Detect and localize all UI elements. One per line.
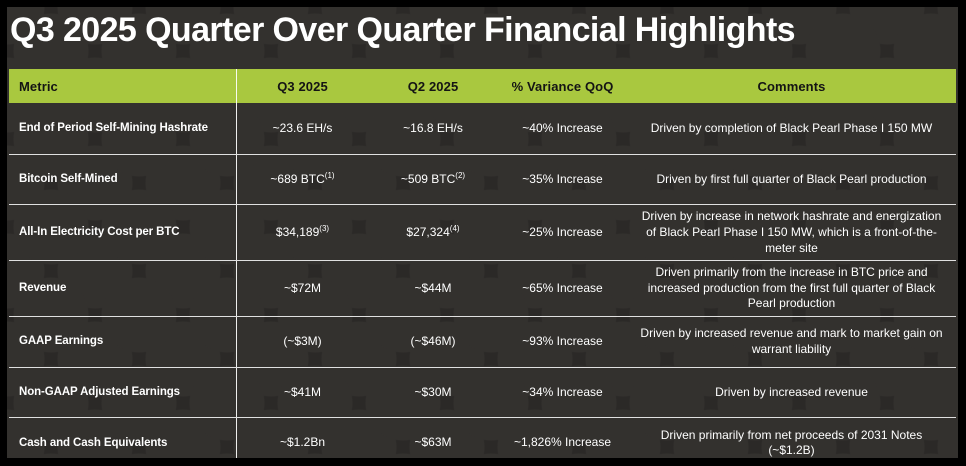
q3-value-cell: $34,189$^{(3)}$ xyxy=(275,223,330,239)
comments-cell: Driven by completion of Black Pearl Phase I 150 MW xyxy=(650,120,933,135)
column-header-metric: Metric xyxy=(9,69,237,103)
table-header-row xyxy=(9,69,956,103)
footnote-superscript: (1) xyxy=(324,170,335,180)
q2-value-cell: ~$63M xyxy=(414,435,452,450)
q2-value-cell: ~16.8 EH/s xyxy=(403,120,463,135)
variance-value-cell: ~65% Increase xyxy=(522,280,603,295)
metric-cell: Bitcoin Self-Mined xyxy=(9,155,237,205)
footnote-superscript: (2) xyxy=(455,170,466,180)
comments-cell: Driven primarily from the increase in BTC price and increased production from the first full quarter of Black Pearl production xyxy=(647,265,936,311)
variance-value-cell: ~35% Increase xyxy=(522,171,603,186)
variance-value-cell: ~25% Increase xyxy=(522,224,603,239)
table-row xyxy=(9,367,956,418)
column-header-q2-2025: Q2 2025 xyxy=(407,78,459,94)
table-row xyxy=(9,103,956,154)
variance-value-cell: ~93% Increase xyxy=(522,333,603,348)
footnote-superscript: (3) xyxy=(319,223,330,233)
q2-value-cell: (~$46M) xyxy=(410,333,456,348)
variance-value-cell: ~1,826% Increase xyxy=(513,435,612,450)
q3-value-cell: ~$41M xyxy=(283,384,322,399)
q3-value-cell: ~689 BTC$^{(1)}$ xyxy=(270,170,335,186)
metric-cell: All-In Electricity Cost per BTC xyxy=(9,205,237,260)
variance-value-cell: ~34% Increase xyxy=(522,384,603,399)
q3-value-cell: ~$1.2Bn xyxy=(279,435,326,450)
q2-value-cell: ~509 BTC$^{(2)}$ xyxy=(400,170,466,186)
comments-cell: Driven by increase in network hashrate and energization of Black Pearl Phase I 150 MW, which is a front-of-the-meter site xyxy=(641,209,942,255)
q2-value-cell: ~$30M xyxy=(414,384,452,399)
table-row xyxy=(9,204,956,260)
comments-cell: Driven by increased revenue xyxy=(715,384,868,399)
q2-value-cell: ~$44M xyxy=(414,280,452,295)
q3-value-cell: ~23.6 EH/s xyxy=(272,120,333,135)
metric-cell: Non-GAAP Adjusted Earnings xyxy=(9,368,237,418)
variance-value-cell: ~40% Increase xyxy=(522,120,603,135)
table-row xyxy=(9,260,956,316)
comments-cell: Driven primarily from net proceeds of 2031 Notes (~$1.2B) xyxy=(660,427,923,458)
comments-cell: Driven by increased revenue and mark to market gain on warrant liability xyxy=(640,326,943,356)
table-body xyxy=(9,103,956,458)
q2-value-cell: $27,324$^{(4)}$ xyxy=(406,223,460,239)
financial-highlights-table xyxy=(9,69,956,458)
column-header-comments: Comments xyxy=(757,78,826,94)
comments-cell: Driven by first full quarter of Black Pearl production xyxy=(656,171,927,186)
table-row xyxy=(9,154,956,205)
page-title: Q3 2025 Quarter Over Quarter Financial Highlights xyxy=(10,11,795,49)
q3-value-cell: ~$72M xyxy=(283,280,322,295)
column-header-variance: % Variance QoQ xyxy=(511,78,614,94)
metric-cell: End of Period Self-Mining Hashrate xyxy=(9,103,237,154)
metric-cell: Revenue xyxy=(9,261,237,316)
q3-value-cell: (~$3M) xyxy=(283,333,322,348)
metric-cell: GAAP Earnings xyxy=(9,317,237,367)
metric-cell: Cash and Cash Equivalents xyxy=(9,418,237,458)
table-row xyxy=(9,417,956,458)
column-header-q3-2025: Q3 2025 xyxy=(277,78,328,94)
table-row xyxy=(9,316,956,367)
footnote-superscript: (4) xyxy=(449,223,460,233)
slide-background xyxy=(7,7,958,458)
